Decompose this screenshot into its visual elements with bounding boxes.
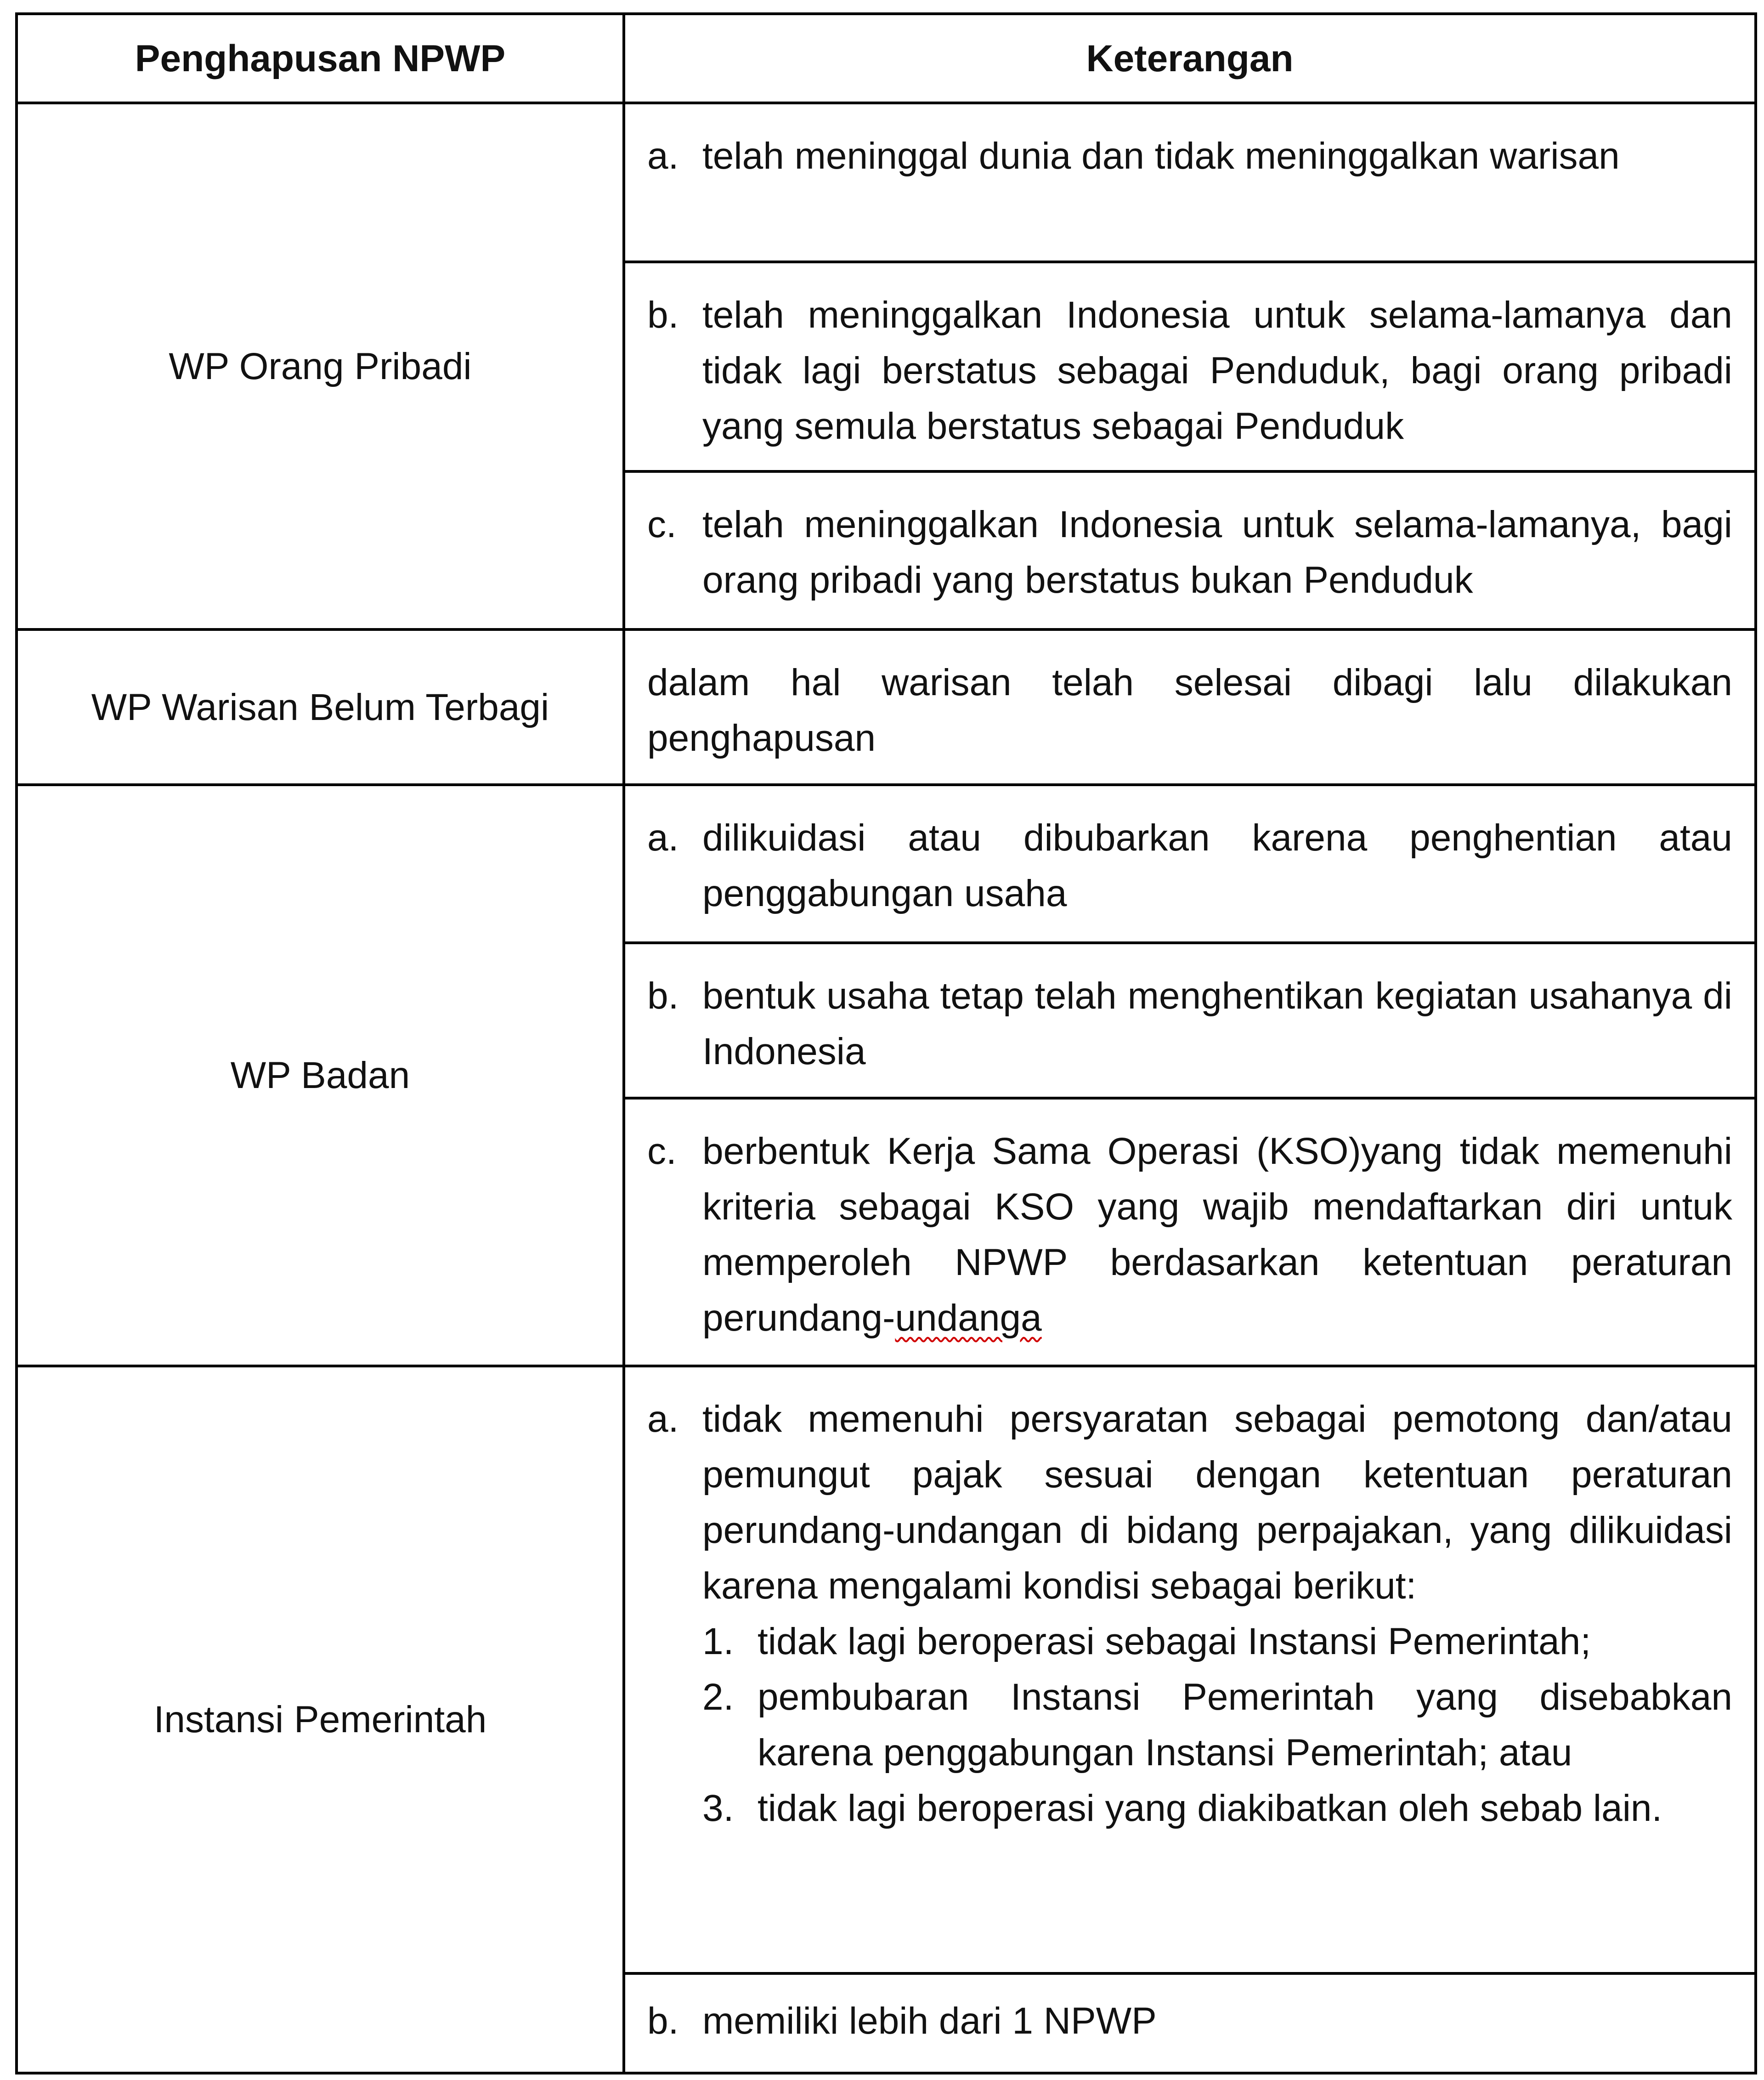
item-label: a. (647, 1398, 679, 1440)
item-label: b. (647, 2000, 679, 2042)
item-text: tidak memenuhi persyaratan sebagai pemotong dan/atau pemungut pajak sesuai dengan ketentuan peraturan perundang-undangan di bidang perpajakan, yang dilikuidasi karena mengalami kondisi sebagai berikut: (702, 1398, 1732, 1607)
item-label: b. (647, 294, 679, 336)
item-text: berbentuk Kerja Sama Operasi (KSO)yang tidak memenuhi kriteria sebagai KSO yang wajib mendaftarkan diri untuk memperoleh NPWP berdasarkan ketentuan peraturan perundang- (702, 1130, 1732, 1339)
item-text: telah meninggal dunia dan tidak meninggalkan warisan (702, 135, 1620, 177)
description-cell (624, 943, 1756, 1098)
spellcheck-underlined-word[interactable]: undanga (895, 1297, 1042, 1339)
subitem-text: tidak lagi beroperasi sebagai Instansi Pemerintah; (758, 1621, 1591, 1662)
item-label: b. (647, 975, 679, 1017)
description-cell (624, 629, 1756, 785)
description-cell (624, 471, 1756, 629)
table-row (17, 1366, 1756, 1973)
table-row (17, 785, 1756, 943)
category-cell: Instansi Pemerintah (17, 1366, 624, 2073)
header-penghapusan: Penghapusan NPWP (17, 14, 624, 103)
item-text: memiliki lebih dari 1 NPWP (702, 2000, 1157, 2042)
subitem-text: pembubaran Instansi Pemerintah yang disebabkan karena penggabungan Instansi Pemerintah; atau (758, 1676, 1732, 1774)
item-text: telah meninggalkan Indonesia untuk selama-lamanya, bagi orang pribadi yang berstatus bukan Penduduk (702, 504, 1732, 601)
header-row (17, 14, 1756, 103)
subitem-label: 2. (702, 1676, 734, 1718)
subitem-text: tidak lagi beroperasi yang diakibatkan oleh sebab lain. (758, 1787, 1662, 1829)
header-keterangan: Keterangan (624, 14, 1756, 103)
item-label: a. (647, 817, 679, 859)
item-text: bentuk usaha tetap telah menghentikan kegiatan usahanya di Indonesia (702, 975, 1732, 1072)
item-label: c. (647, 1130, 677, 1172)
description-cell (624, 785, 1756, 943)
description-cell (624, 262, 1756, 471)
item-text: dalam hal warisan telah selesai dibagi lalu dilakukan penghapusan (647, 662, 1732, 759)
item-text: dilikuidasi atau dibubarkan karena penghentian atau penggabungan usaha (702, 817, 1732, 914)
table-row (17, 103, 1756, 262)
description-cell (624, 1366, 1756, 1973)
description-cell (624, 103, 1756, 262)
category-cell: WP Badan (17, 785, 624, 1366)
item-label: a. (647, 135, 679, 177)
subitem-label: 1. (702, 1621, 734, 1662)
item-text: telah meninggalkan Indonesia untuk selama-lamanya dan tidak lagi berstatus sebagai Penduduk, bagi orang pribadi yang semula berstatus sebagai Penduduk (702, 294, 1732, 447)
description-cell (624, 1973, 1756, 2073)
npwp-deletion-table (15, 12, 1757, 2074)
category-cell: WP Orang Pribadi (17, 103, 624, 629)
item-label: c. (647, 504, 677, 545)
category-cell: WP Warisan Belum Terbagi (17, 629, 624, 785)
description-cell (624, 1098, 1756, 1366)
subitem-label: 3. (702, 1787, 734, 1829)
table-row (17, 629, 1756, 785)
